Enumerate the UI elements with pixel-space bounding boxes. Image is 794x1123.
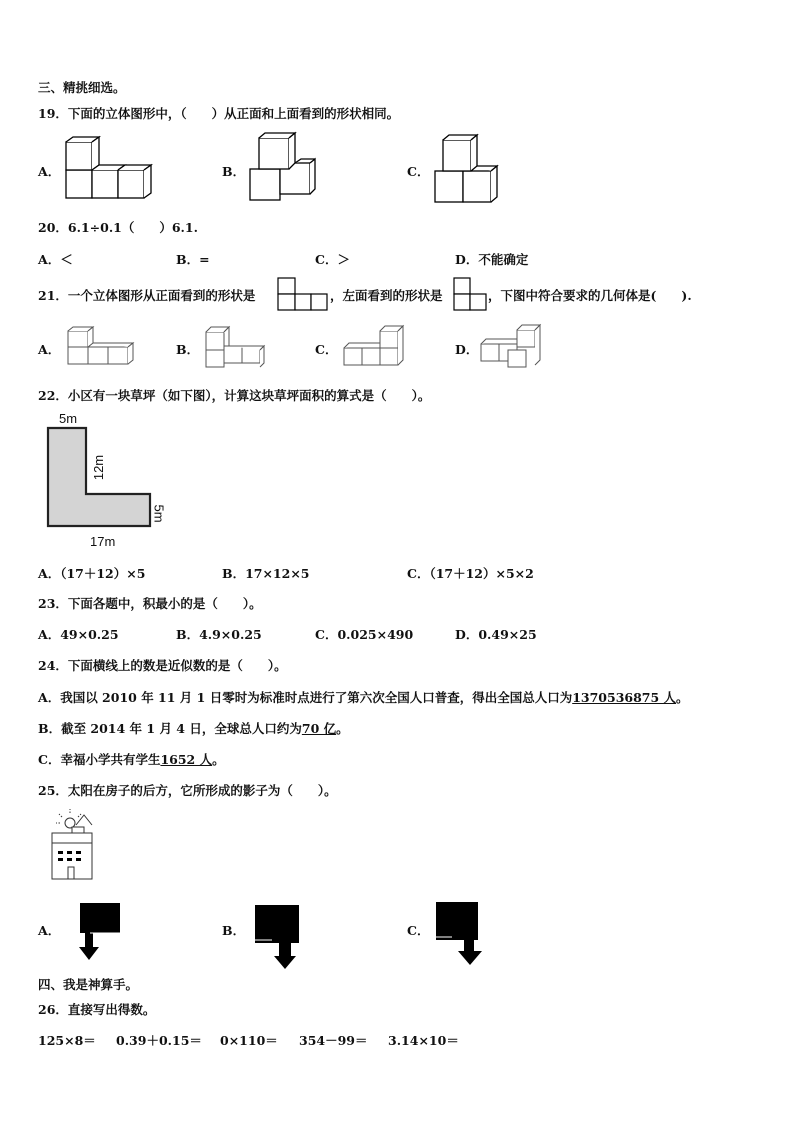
q21-left-view-figure: [453, 277, 489, 312]
q24-option-b-underlined: 70 亿: [301, 721, 337, 736]
q25-option-c-shadow: [434, 901, 482, 967]
q25-option-c-label[interactable]: C．: [407, 923, 430, 938]
q20-option-d[interactable]: D．不能确定: [455, 252, 529, 267]
q24-option-c-text: C．幸福小学共有学生: [38, 752, 161, 767]
section-title-4: 四、我是神算手。: [38, 977, 139, 992]
q21-option-d-label[interactable]: D．: [455, 342, 479, 357]
question-25-stem: 25．太阳在房子的后方，它所形成的影子为（ ）。: [38, 783, 337, 798]
question-19-stem: 19．下面的立体图形中，（ ）从正面和上面看到的形状相同。: [38, 106, 400, 121]
q25-option-b-shadow: [254, 904, 300, 970]
q25-option-b-label[interactable]: B．: [222, 923, 246, 938]
q21-option-c-figure: [343, 323, 403, 369]
question-22-stem: 22．小区有一块草坪（如下图），计算这块草坪面积的算式是（ ）。: [38, 388, 431, 403]
q19-option-b-figure: [249, 133, 319, 203]
question-23-stem: 23．下面各题中，积最小的是（ ）。: [38, 596, 262, 611]
q24-option-a[interactable]: [38, 688, 689, 706]
q20-option-b[interactable]: B．=: [176, 252, 210, 267]
q23-option-b[interactable]: B．4.9×0.25: [176, 627, 262, 642]
q24-option-a-underlined: 1370536875 人: [572, 690, 677, 705]
q24-option-c-underlined: 1652 人: [160, 752, 213, 767]
q22-label-right: 5m: [151, 504, 167, 523]
q24-option-a-end: 。: [676, 690, 689, 705]
question-26-stem: 26．直接写出得数。: [38, 1002, 156, 1017]
q24-option-b-end: 。: [336, 721, 349, 736]
q24-option-c-end: 。: [212, 752, 225, 767]
q22-option-b[interactable]: B．17×12×5: [222, 566, 310, 581]
q25-option-a-shadow: [78, 902, 122, 962]
q25-house-sun-figure: [46, 809, 98, 881]
q21-option-a-label[interactable]: A．: [38, 342, 61, 357]
q22-option-a[interactable]: A．（17＋12）×5: [38, 566, 146, 581]
q23-option-d[interactable]: D．0.49×25: [455, 627, 537, 642]
q21-option-a-figure: [67, 326, 133, 366]
question-20-stem: 20．6.1÷0.1（ ）6.1.: [38, 220, 198, 235]
q19-option-c-figure: [434, 134, 498, 204]
q22-label-side: 12m: [91, 454, 107, 481]
question-24-stem: 24．下面横线上的数是近似数的是（ ）。: [38, 658, 287, 673]
q24-option-b[interactable]: [38, 719, 349, 737]
q21-option-b-label[interactable]: B．: [176, 342, 200, 357]
question-21-stem-part2: ，左面看到的形状是: [330, 288, 443, 303]
q20-option-a[interactable]: A．＜: [38, 252, 73, 267]
q19-option-a-figure: [65, 137, 155, 201]
q24-option-b-text: B．截至 2014 年 1 月 4 日，全球总人口约为: [38, 721, 302, 736]
q22-label-top: 5m: [59, 411, 78, 426]
q20-option-c[interactable]: C．＞: [315, 252, 350, 267]
q26-item: 0.39＋0.15＝: [116, 1033, 202, 1048]
q25-option-a-label[interactable]: A．: [38, 923, 61, 938]
q21-option-c-label[interactable]: C．: [315, 342, 338, 357]
q19-option-c-label[interactable]: C．: [407, 164, 430, 179]
q24-option-a-text: A．我国以 2010 年 11 月 1 日零时为标准时点进行了第六次全国人口普查，得出全国总人口为: [38, 690, 573, 705]
q21-front-view-figure: [277, 277, 329, 312]
q26-item: 0×110＝: [220, 1033, 278, 1048]
q21-option-b-figure: [205, 326, 265, 370]
q21-option-d-figure: [480, 322, 540, 370]
question-21-stem-part1: 21．一个立体图形从正面看到的形状是: [38, 288, 256, 303]
q26-item: 3.14×10＝: [388, 1033, 459, 1048]
q19-option-b-label[interactable]: B．: [222, 164, 246, 179]
question-21-stem-part3: ，下图中符合要求的几何体是( ).: [488, 288, 692, 303]
q22-option-c[interactable]: C．（17＋12）×5×2: [407, 566, 534, 581]
q26-item: 125×8＝: [38, 1033, 96, 1048]
q19-option-a-label[interactable]: A．: [38, 164, 61, 179]
q23-option-a[interactable]: A．49×0.25: [38, 627, 119, 642]
q22-lawn-figure: [40, 406, 180, 552]
q24-option-c[interactable]: [38, 750, 225, 768]
q26-item: 354－99＝: [299, 1033, 368, 1048]
q23-option-c[interactable]: C．0.025×490: [315, 627, 414, 642]
section-title-3: 三、精挑细选。: [38, 80, 126, 95]
q22-label-bottom: 17m: [90, 534, 116, 549]
